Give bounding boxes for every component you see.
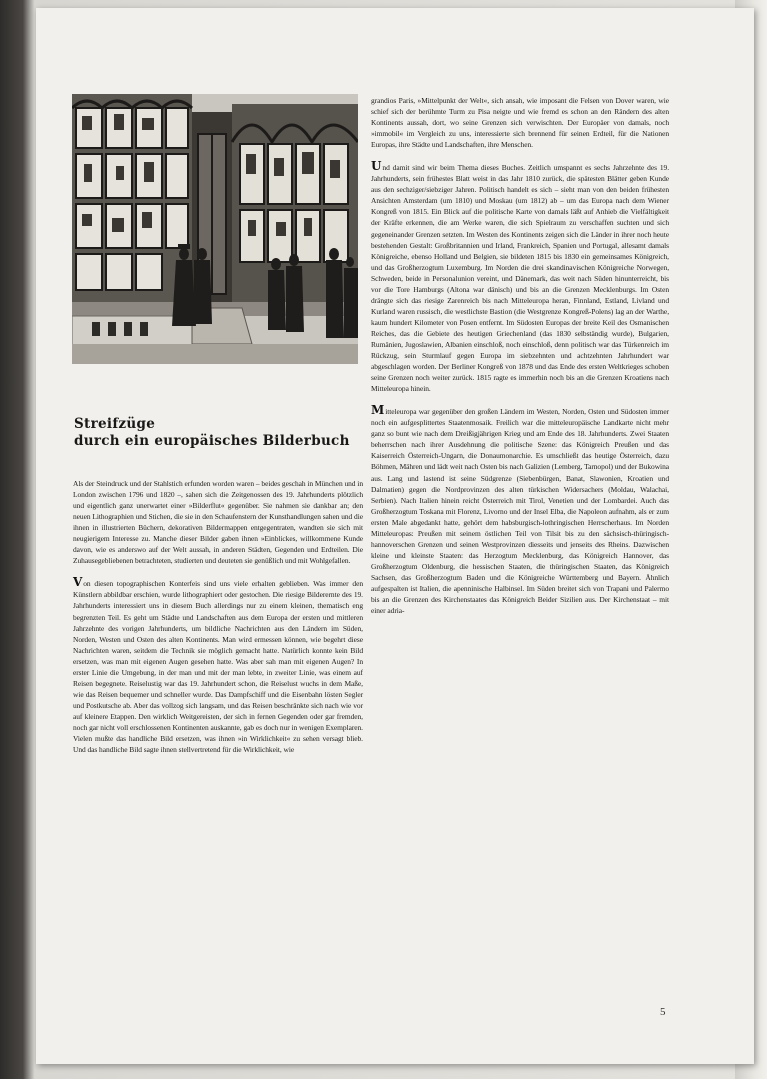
street-scene-illustration bbox=[72, 94, 358, 364]
right-paragraph-2-text: nd damit sind wir beim Thema dieses Buches. Zeitlich umspannt es sechs Jahrzehnte des 19. Jahrhunderts, sein frühestes Blatt weist in das Jahr 1810 zurück, die spätesten Blätter geben Kunde aus den sechziger/siebziger Jahren. Politisch handelt es sich – sieht man von den beiden frühesten Ansichten Amsterdam (um 1810) und Moskau (um 1812) ab – um das Europa nach dem Wiener Kongreß von 1815. Ein Blick auf die politische Karte von damals läßt auf Anhieb die Vielfältigkeit der Kräfte erkennen, die am Werke waren, die sich Spielraum zu verschaffen suchten und sich gegeneinander Grenzen setzten. Im Westen des Kontinents zeigen sich die Länder in ihrer noch heute bestehenden Gestalt: Großbritannien und Irland, Frankreich, Spanien und Portugal, allesamt damals Königreiche, ebenso Holland und Belgien, sie bildeten 1815 bis 1830 ein gemeinsames Königreich, und das Großherzogtum Luxemburg. Im Norden die drei skandinavischen Königreiche Norwegen, Schweden, beide in Personalunion vereint, und Dänemark, das weit nach Süden hinunterreicht, bis vor die Tore Hamburgs (Altona war dänisch) und bis an die Grenzen Mecklenburgs. Im Osten drängte sich das riesige Zarenreich bis nach Mitteleuropa heran, Finnland, Estland, Livland und Kurland waren russisch, die westlichste Bastion (die Westgrenze Kongreß-Polens) lag an der Warthe, kaum hundert Kilometer von Posen entfernt. Im Südosten Europas der breite Keil des Osmanischen Reiches, das die Gebiete des heutigen Griechenland (das 1830 selbständig wurde), Bulgarien, Rumänien, Jugoslawien, Albanien einschloß, noch einschloß, denn politisch war das Türkenreich im Rückzug, sein Sturmlauf gegen Europa im siebzehnten und achtzehnten Jahrhundert war abgeschlagen worden. Der Berliner Kongreß von 1878 und das Ende des ersten Weltkrieges schoben seine Grenzen noch weiter zurück. 1815 ragte es immerhin noch bis an die Grenzen Kroatiens nach Mitteleuropa hinein. bbox=[371, 163, 669, 394]
paragraph-2-text: on diesen topographischen Konterfeis sind uns viele erhalten geblieben. Was immer den Künstlern abbildbar erschien, wurde lithographiert oder gestochen. Die riesige Bilderernte des 19. Jahrhunderts interessiert uns in diesem Buch allerdings nur zu einem kleinen, thematisch eng begrenzten Teil. Es geht um Städte und Landschaften aus dem Europa der ersten und mittleren Jahrzehnte des vorigen Jahrhunderts, um bildliche Nachrichten aus den Ländern im Süden, Norden, Westen und Osten des alten Kontinents. Man wird ermessen können, wie begehrt diese Nachrichten waren, seitdem die Technik sie möglich gemacht hatte. Natürlich konnte kein Bild ersetzen, was man mit eigenen Augen gesehen hatte. Was aber sah man mit eigenen Augen? In erster Linie die Umgebung, in der man und mit der man lebte, in zweiter Linie, was einem auf Reisen begegnete. Reiselustig war das 19. Jahrhundert schon, die Reiselust wuchs in dem Maße, wie das Reisen bequemer und schneller wurde. Das Dampfschiff und die Eisenbahn lösten Segler und Postkutsche ab. Aber das vollzog sich langsam, und das Reisen beschränkte sich nach wie vor auf kleinere Etappen. Den wirklich Weitgereisten, der sich in fernen Gegenden oder gar fremden, noch gar nicht voll erschlossenen Kontinenten auskannte, gab es doch nur in wenigen Exemplaren. Vielen mußte das handliche Bild ersetzen, was ihnen »in Wirklichkeit« zu sehen versagt blieb. Und das handliche Bild sagte ihnen stellvertretend für die Wirklichkeit, wie bbox=[73, 579, 363, 755]
right-paragraph-1: grandios Paris, »Mittelpunkt der Welt«, sich ansah, wie imposant die Felsen von Dover waren, wie schief sich der berühmte Turm zu Pisa neigte und wie fremd es schon an den Rändern des alten Kontinents aussah, dort, wo seine Grenzen sich verwischten. Der Europäer von damals, noch »immobil« im Vergleich zu uns, interessierte sich brennend für seinen Erdteil, für die Nationen Europas, ihre Städte und Landschaften, ihre Menschen. bbox=[371, 96, 669, 150]
right-paragraph-3-text: itteleuropa war gegenüber den großen Ländern im Westen, Norden, Osten und Südosten immer noch ein aufgesplittertes Staatenmosaik. Freilich war die mitteleuropäische Landkarte nicht mehr ganz so bunt wie nach dem Dreißigjährigen Krieg und am Ende des 18. Jahrhunderts. Zwei Staaten beherrschen nach ihrer Ausdehnung die politische Szene: das Königreich Preußen und das Kaiserreich Österreich-Ungarn, die Donaumonarchie. Es umschließt das heutige Österreich, dazu Böhmen, Mähren und lädt weit nach Osten bis nach Galizien (Lemberg, Tarnopol) und der Bukowina aus. Lang und lastend ist seine Südgrenze (Siebenbürgen, Banat, Slawonien, Kroatien und Dalmatien) gegen die Nordprovinzen des alten türkischen Widersachers (Moldau, Walachai, Serbien). Nach Italien hinein reicht Österreich mit Tirol, Venetien und der Lombardei. Auch das Großherzogtum Toskana mit Florenz, Livorno und der Insel Elba, die Napoleon aufnahm, als er zum ersten Male abgedankt hatte, gehört dem habsburgisch-lothringischen Herrscherhaus. Im Norden Mitteleuropas: Preußen mit seinem östlichen Teil von Tilsit bis zu den sächsisch-thüringisch-hannoverschen Grenzen und seinen Westprovinzen diesseits und jenseits des Rheins. Dazwischen kleine und kleinste Staaten: das Herzogtum Mecklenburg, das Königreich Hannover, das Großherzogtum Oldenburg, die hessischen Staaten, die thüringischen Staaten, das Königreich Sachsen, das Großherzogtum Baden und die Königreiche Württemberg und Bayern. Ähnlich aufgespalten ist Italien, die apenninische Halbinsel. Im Süden breitet sich von Trapani und Palermo bis an die Grenzen des Kirchenstaates das Königreich Beider Sizilien aus. Der Kirchenstaat – mit einer adria- bbox=[371, 407, 669, 616]
intro-paragraph: Als der Steindruck und der Stahlstich erfunden worden waren – beides geschah in München und in London zwischen 1796 und 1820 –, sahen sich die Zeitgenossen des 19. Jahrhunderts plötzlich und eigentlich ganz unerwartet einer »Bilderflut« gegenüber. Sie nahmen sie dankbar an; den neuen Lithographien und Stichen, die sie in den Schaufenstern der Kunsthandlungen sahen und die ihnen in illustrierten Büchern, dekorativen Bildermappen entgegentraten, wandten sie sich mit neugierigem Interesse zu. Manche dieser Bilder gaben ihnen »Einblickes, willkommene Kunde davon, wie es anderswo auf der Welt aussah, in anderen Städten, Gegenden und Erdteilen. Die Zuhausegebliebenen betrachteten, studierten und deuteten sie genüßlich und mit Wohlgefallen. bbox=[73, 479, 363, 566]
paragraph-2 bbox=[73, 577, 363, 755]
chapter-title-line-2: durch ein europäisches Bilderbuch bbox=[74, 433, 350, 449]
right-paragraph-3 bbox=[371, 405, 669, 616]
chapter-title bbox=[74, 416, 354, 450]
chapter-title-line-1: Streifzüge bbox=[74, 416, 156, 432]
right-column bbox=[371, 95, 669, 616]
left-column bbox=[73, 478, 363, 755]
book-page bbox=[36, 8, 754, 1064]
drop-initial: U bbox=[371, 159, 382, 174]
right-paragraph-2 bbox=[371, 161, 669, 394]
page-number: 5 bbox=[660, 1006, 666, 1018]
drop-initial: V bbox=[73, 575, 83, 590]
drop-initial: M bbox=[371, 403, 385, 418]
